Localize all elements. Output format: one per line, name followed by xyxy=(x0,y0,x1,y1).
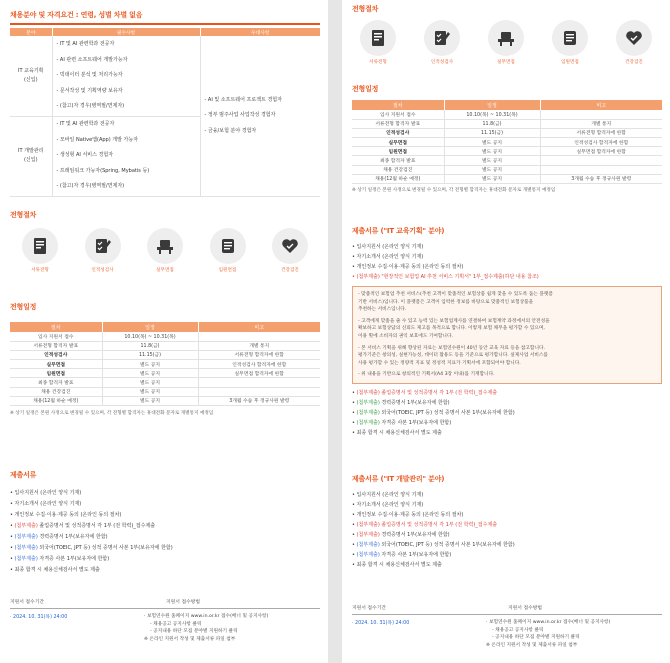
table-row: 최종 합격자 발표 별도 공지 xyxy=(10,378,320,387)
schedule-header-date: 일정 xyxy=(444,100,540,110)
table-row: 실무면접 별도 공지 인적성검사 합격자에 한함 xyxy=(352,138,662,147)
documents-list xyxy=(10,488,320,576)
period-label: 지원서 접수기간 xyxy=(10,600,44,605)
documents-title: 제출서류 xyxy=(10,471,37,479)
list-item: • (첨부제출) 졸업증명서 및 성적증명서 각 1부 (전 학력)_접수제출 xyxy=(352,389,498,396)
method-note: ※ 온라인 지원서 작성 및 제출서류 파일 첨부 xyxy=(144,636,236,642)
list-item: • 최종 합격 시 채용신체검사서 별도 제출 xyxy=(10,567,100,573)
list-item: • (첨부제출) 경력증명서 1부(보유자에 한함) xyxy=(352,532,450,538)
list-item: • 입사지원서 (온라인 양식 기재) xyxy=(10,490,82,496)
list-item: • 자기소개서 (온라인 양식 기재) xyxy=(352,254,424,260)
list-item: • 개인정보 수집·이용·제공 동의 (온라인 동의 절차) xyxy=(352,512,464,518)
header-field: 분야 xyxy=(10,28,52,36)
application-period: · 2024. 10. 31(목) 24:00 xyxy=(352,621,410,626)
table-row: 채용 건강검진 별도 공지 xyxy=(10,387,320,396)
table-row: 채용 건강검진 별도 공지 xyxy=(352,165,662,174)
edu-documents-list xyxy=(352,242,662,282)
list-item: • (첨부제출) 경력증명서 1부(보유자에 한함) xyxy=(10,534,108,540)
list-item: • (첨부제출) 외국어(TOEIC, JPT 등) 성적 증명서 사본 1부(보유자에 한함) xyxy=(10,545,173,551)
document-icon xyxy=(30,236,50,256)
step-executive: 임원면접 xyxy=(204,228,252,273)
step-documents: 서류전형 xyxy=(16,228,64,273)
list-item: • (첨부제출) 경력증명서 1부(보유자에 한함) xyxy=(352,399,450,406)
list-item: • (첨부제출) 자격증 사본 1부(보유자에 한함) xyxy=(10,556,110,562)
field-dev: IT 개발관리 (신입) xyxy=(10,116,52,196)
interview-desk-icon xyxy=(496,28,516,48)
list-item: • (첨부제출) 자격증 사본 1부(보유자에 한함) xyxy=(352,552,452,558)
step-health: 건강검진 xyxy=(266,228,314,273)
method-line: - 공지내용 하단 모집 분야별 지원하기 클릭 xyxy=(492,635,580,641)
step-health: 건강검진 xyxy=(610,20,658,65)
schedule-table xyxy=(352,100,662,184)
schedule-header-step: 절차 xyxy=(10,322,102,332)
dev-required-cell: - IT 및 AI 관련학과 전공자 - 모바일 Native앱(App) 개발 가능자 - 생성형 AI 서비스 경험자 - 프레임워크 가능자(Spring, Mybatis 등) - (참고)자 경우(병역필/면제자) xyxy=(52,116,200,196)
list-item: • 자기소개서 (온라인 양식 기재) xyxy=(352,502,424,508)
right-footer xyxy=(352,604,662,649)
scroll-icon xyxy=(560,28,580,48)
method-line: · 보험연수원 홈페이지 www.in.or.kr 접수(배너 및 공지사항) xyxy=(486,620,611,625)
step-practical: 실무면접 xyxy=(482,20,530,65)
step-practical: 실무면접 xyxy=(141,228,189,273)
field-edu: IT 교육기획 (신입) xyxy=(10,36,52,116)
left-footer xyxy=(10,598,320,643)
table-row: 입사 지원서 접수 10.10(목) ~ 10.31(목) xyxy=(10,332,320,341)
method-line: - 공지내용 하단 모집 분야별 지원하기 클릭 xyxy=(150,629,238,635)
table-row: 임원면접 별도 공지 실무면접 합격자에 한함 xyxy=(352,147,662,156)
list-item: • 입사지원서 (온라인 양식 기재) xyxy=(352,492,424,498)
qualification-table xyxy=(10,28,320,197)
table-row: 임원면접 별도 공지 실무면접 합격자에 한함 xyxy=(10,369,320,378)
method-label: 지원서 접수방법 xyxy=(166,600,200,605)
edu-documents-section xyxy=(352,226,662,438)
schedule-section xyxy=(10,302,320,416)
table-row: 채용(12월 하순 예정) 별도 공지 3개월 수습 후 정규사원 발령 xyxy=(352,174,662,183)
dev-documents-list xyxy=(352,490,662,570)
left-page xyxy=(0,0,328,663)
right-page xyxy=(342,0,670,663)
heart-check-icon xyxy=(280,236,300,256)
document-icon xyxy=(368,28,388,48)
list-item: • (첨부제출) 외국어(TOEIC, JPT 등) 성적 증명서 사본 1부(보유자에 한함) xyxy=(352,409,515,416)
schedule-header-step: 절차 xyxy=(352,100,444,110)
process-title: 전형절차 xyxy=(10,211,37,219)
schedule-note: ※ 상기 일정은 본원 사정으로 변경될 수 있으며, 각 전형별 합격자는 휴대전화 문자로 개별통지 예정임 xyxy=(10,411,214,416)
documents-section xyxy=(10,470,320,576)
preferred-cell: - AI 및 소프트웨어 프로젝트 경험자 - 정부 범주사업 사업작성 경험자 - 금융/보험 분야 경험자 xyxy=(200,36,320,196)
schedule-table xyxy=(10,322,320,406)
list-item: • (첨부제출) 졸업증명서 및 성적증명서 각 1부 (전 학력)_접수제출 xyxy=(352,522,498,528)
application-period: · 2024. 10. 31(목) 24:00 xyxy=(10,615,68,620)
table-row: 서류전형 합격자 발표 11.8(금) 개별 통지 xyxy=(10,341,320,350)
step-executive: 임원면접 xyxy=(546,20,594,65)
list-item: • (첨부제출) 외국어(TOEIC, JPT 등) 성적 증명서 사본 1부(보유자에 한함) xyxy=(352,542,515,548)
qualification-section xyxy=(10,10,320,197)
list-item: • (첨부제출) 자격증 사본 1부(보유자에 한함) xyxy=(352,419,452,426)
table-row: 서류전형 합격자 발표 11.8(금) 개별 통지 xyxy=(352,119,662,128)
interview-desk-icon xyxy=(155,236,175,256)
method-line: · 보험연수원 홈페이지 www.in.or.kr 접수(배너 및 공지사항) xyxy=(144,614,269,619)
process-section xyxy=(352,4,662,14)
list-item: • 최종 합격 시 채용신체검사서 별도 제출 xyxy=(352,429,442,436)
schedule-section xyxy=(352,84,662,193)
list-item: • 최종 합격 시 채용신체검사서 별도 제출 xyxy=(352,562,442,568)
schedule-title: 전형일정 xyxy=(352,85,379,93)
step-documents: 서류전형 xyxy=(354,20,402,65)
process-steps xyxy=(354,20,658,65)
list-item: • 자기소개서 (온라인 양식 기재) xyxy=(10,501,82,507)
schedule-header-date: 일정 xyxy=(102,322,198,332)
checklist-icon xyxy=(93,236,113,256)
schedule-header-note: 비고 xyxy=(198,322,320,332)
method-label: 지원서 접수방법 xyxy=(508,606,542,611)
method-line: - 채용공고 공지사항 클릭 xyxy=(150,621,202,627)
list-item: • 개인정보 수집·이용·제공 동의 (온라인 동의 절차) xyxy=(10,512,122,518)
qualification-title: 채용분야 및 자격요건 : 연령, 성별 차별 없음 xyxy=(10,11,143,19)
table-row: 인적성검사 11.15(금) 서류전형 합격자에 한함 xyxy=(10,350,320,359)
table-row: 최종 합격자 발표 별도 공지 xyxy=(352,156,662,165)
table-row: 인적성검사 11.15(금) 서류전형 합격자에 한함 xyxy=(352,128,662,137)
step-aptitude: 인적성검사 xyxy=(418,20,466,65)
process-title: 전형절차 xyxy=(352,5,379,13)
edu-required-cell: - IT 및 AI 관련학과 전공자 - AI 관련 소프트웨어 개발가능자 - 빅데이터 분석 및 처리가능자 - 문서작성 및 기획역량 보유자 - (참고)자 경우(병역필/면제자) xyxy=(52,36,200,116)
header-required: 필수사항 xyxy=(52,28,200,36)
schedule-header-note: 비고 xyxy=(540,100,662,110)
schedule-note: ※ 상기 일정은 본원 사정으로 변경될 수 있으며, 각 전형별 합격자는 휴대전화 문자로 개별통지 예정임 xyxy=(352,188,556,193)
method-note: ※ 온라인 지원서 작성 및 제출서류 파일 첨부 xyxy=(486,642,578,648)
edu-documents-title: 제출서류 ("IT 교육기획" 분야) xyxy=(352,227,445,235)
dev-documents-section xyxy=(352,474,662,570)
header-preferred: 우대사항 xyxy=(200,28,320,36)
checklist-icon xyxy=(432,28,452,48)
list-item: • (첨부제출) "현장적인 보험업 AI 추천 서비스 기획서" 1부_접수제출(하단 내용 참조) xyxy=(352,274,539,280)
table-row: 실무면접 별도 공지 인적성검사 합격자에 한함 xyxy=(10,360,320,369)
process-section xyxy=(10,210,320,220)
title-underline xyxy=(10,23,320,25)
edu-documents-list-bottom xyxy=(352,388,662,438)
dev-documents-title: 제출서류 ("IT 개발관리" 분야) xyxy=(352,475,445,483)
process-steps xyxy=(16,228,314,273)
list-item: • 입사지원서 (온라인 양식 기재) xyxy=(352,244,424,250)
step-aptitude: 인적성검사 xyxy=(79,228,127,273)
period-label: 지원서 접수기간 xyxy=(352,606,386,611)
schedule-title: 전형일정 xyxy=(10,303,37,311)
method-line: - 채용공고 공지사항 클릭 xyxy=(492,627,544,633)
list-item: • (첨부제출) 졸업증명서 및 성적증명서 각 1부 (전 학력)_접수제출 xyxy=(10,523,156,529)
list-item: • 개인정보 수집·이용·제공 동의 (온라인 동의 절차) xyxy=(352,264,464,270)
table-row: 입사 지원서 접수 10.10(목) ~ 10.31(목) xyxy=(352,110,662,119)
scroll-icon xyxy=(218,236,238,256)
heart-check-icon xyxy=(624,28,644,48)
table-row: 채용(12월 하순 예정) 별도 공지 3개월 수습 후 정규사원 발령 xyxy=(10,396,320,405)
essay-guide-box: - 맞춤적인 보험업 추천 서비스(추천 고객이 맞춤적인 보험상품 쉽게 찾을 수 있도록 돕는 플랫폼 기반 서비스)입니다. 이 플랫폼은 고객이 입력한 정보를 바탕으로 맞춤적인 보험상품을 추천하는 서비스입니다. - 고객에게 맞춤을 줄 수 있고 능력 있는 보험업계사를 연결하여 보험계약 과정에서의 안전성을 확보하고 보험상담의 신뢰도 제고를 목적으로 합니다. 이렇게 보험 채무을 평가할 수 있으며, 이용 횟에 소비자의 권익 보호에도 기여합니다. - 본 서비스 기획을 위해 향상된 자료는 보험연수원이 40년 동안 교육 자료 등을 참고합니다. 평가기준은 창의성, 실현가능성, 데이터 활용도 등을 기준으로 평가합니다. 실제사업 서비스를 사용 평가할 수 있는 정량적 지표 및 정성적 지표가 기획서에 포함되어야 합니다. - 위 내용을 기반으로 창의적인 기획서(A4 3장 이내)를 기재합니다. xyxy=(352,286,662,384)
